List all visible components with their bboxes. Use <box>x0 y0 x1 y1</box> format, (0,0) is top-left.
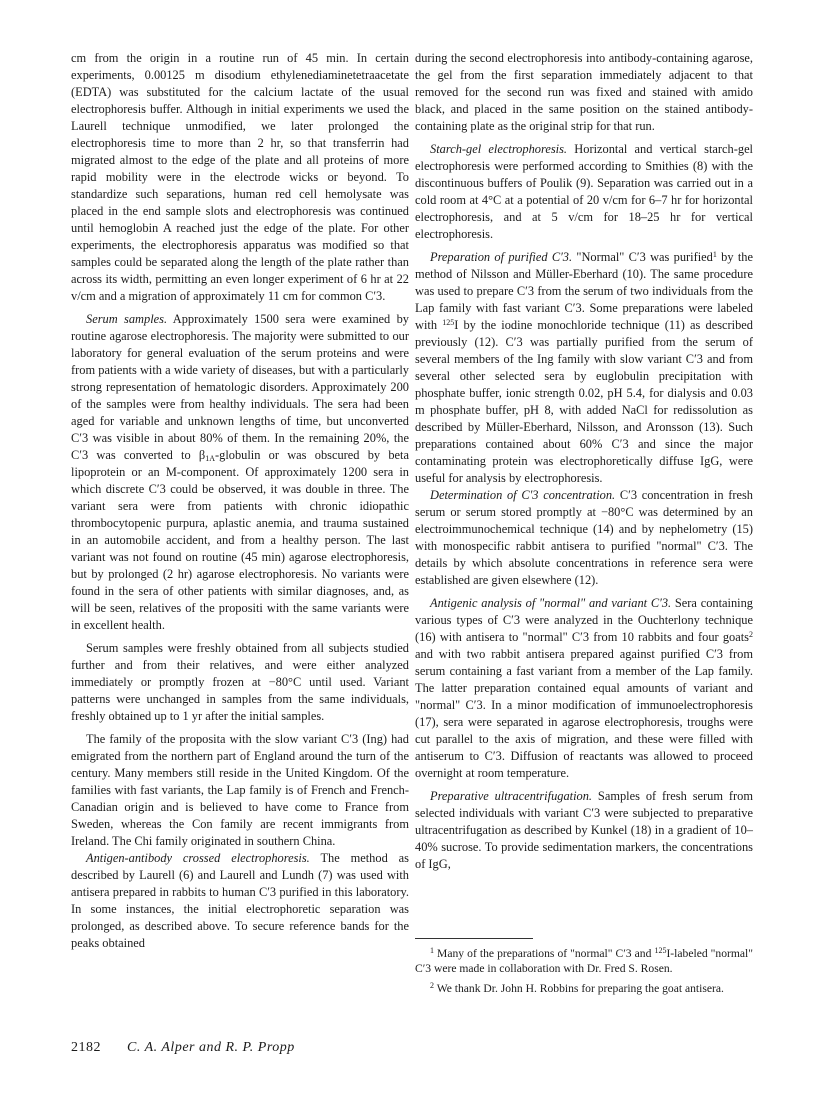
paragraph-c3-concentration: Determination of C′3 concentration. C′3 concentration in fresh serum or serum stored promptly at −80°C was determined by an electroimmunochemical technique (14) and by nephelometry (15) with monospecific rabbit antisera to purified "normal" C′3. The details by which absolute concentrations in reference sera were established are given elsewhere (12). <box>415 488 753 587</box>
section-heading-purified-c3: Preparation of purified C′3. <box>430 250 573 264</box>
right-column <box>415 50 753 873</box>
paragraph-family-origins: The family of the proposita with the slow variant C′3 (Ing) had emigrated from the northern part of England around the turn of the century. Many members still reside in the United Kingdom. Of the families with fast variants, the Lap family is of French and French-Canadian origin and is believed to have come to France from Sweden, whereas the Con family are recent immigrants from Ireland. The Chi family originated in southern China. <box>71 732 409 848</box>
page-number: 2182 <box>71 1040 101 1055</box>
paragraph-fresh-samples: Serum samples were freshly obtained from all subjects studied further and from their relatives, and were either analyzed immediately or promptly frozen at −80°C until used. Variant patterns were unchanged in samples from the same individuals, freshly obtained up to 1 yr after the initial samples. <box>71 641 409 723</box>
section-heading-ultracentrifugation: Preparative ultracentrifugation. <box>430 789 593 803</box>
left-column <box>71 50 409 952</box>
paragraph-crossed-continued: during the second electrophoresis into antibody-containing agarose, the gel from the first separation immediately adjacent to that removed for the second run was fixed and stained with amido black, and placed in the same position on the stained antibody-containing plate as the original strip for that run. <box>415 51 753 133</box>
footnotes <box>415 946 753 1001</box>
page-footer <box>71 1040 295 1056</box>
section-heading-starch-gel: Starch-gel electrophoresis. <box>430 142 568 156</box>
paragraph-crossed-electrophoresis: Antigen-antibody crossed electrophoresis. The method as described by Laurell (6) and Laurell and Lundh (7) was used with antisera prepared in rabbits to human C′3 purified in this laboratory. In some instances, the initial electrophoretic separation was prolonged, as described above. To secure reference bands for the peaks obtained <box>71 851 409 950</box>
section-heading-c3-concentration: Determination of C′3 concentration. <box>430 488 616 502</box>
section-heading-antigenic-analysis: Antigenic analysis of "normal" and variant C′3. <box>430 596 672 610</box>
footnote-2: $^2$ We thank Dr. John H. Robbins for preparing the goat antisera. <box>430 981 724 995</box>
running-authors: C. A. Alper and R. P. Propp <box>127 1040 295 1055</box>
paragraph-ultracentrifugation: Preparative ultracentrifugation. Samples of fresh serum from selected individuals with variant C′3 were subjected to preparative ultracentrifugation as described by Kunkel (18) in a gradient of 10–40% sucrose. To provide sedimentation markers, the concentrations of IgG, <box>415 789 753 871</box>
paragraph-serum-samples: Serum samples. Approximately 1500 sera were examined by routine agarose electrophoresis. The majority were submitted to our laboratory for general evaluation of the serum proteins and were from patients with a wide variety of diseases, but with a particularly strong representation of hematologic disorders. Approximately 200 of the samples were from healthy individuals. The sera had been aged for variable and unknown lengths of time, but unconverted C′3 was visible in about 80% of them. In the remaining 20%, the C′3 was converted to $\beta_{1A}$-globulin or was obscured by beta lipoprotein or an M-component. Of approximately 1200 sera in which discrete C′3 could be observed, it was double in three. The variant sera were from patients with chronic idiopathic thrombocytopenic purpura, aplastic anemia, and trauma sustained in an automobile accident, and from a healthy person. The last variant was not found on routine (45 min) agarose electrophoresis, but by prolonged (2 hr) agarose electrophoresis. No variants were found in the sera of other patients with similar diagnoses, and, as will be seen, relatives of the propositi with the same variants were in excellent health. <box>71 312 409 632</box>
paragraph-starch-gel: Starch-gel electrophoresis. Horizontal and vertical starch-gel electrophoresis were performed according to Smithies (8) with the discontinuous buffers of Poulik (9). Separation was carried out in a cold room at 4°C at a potential of 20 v/cm for 6–7 hr for horizontal electrophoresis, and at 5 v/cm for 18–25 hr for vertical electrophoresis. <box>415 142 754 241</box>
paragraph-antigenic-analysis: Antigenic analysis of "normal" and variant C′3. Sera containing various types of C′3 were analyzed in the Ouchterlony technique (16) with antisera to "normal" C′3 from 10 rabbits and four goats$^2$ and with two rabbit antisera prepared against purified C′3 from serum containing a fast variant from a member of the Lap family. The latter preparation contained equal amounts of variant and "normal" C′3. In a minor modification of immunoelectrophoresis (17), sera were separated in agarose electrophoresis, troughs were cut parallel to the axis of migration, and these were filled with antiserum to C′3. Diffusion of reactants was allowed to proceed overnight at room temperature. <box>415 596 753 780</box>
footnote-ref-2: 2 <box>749 630 753 639</box>
section-heading-crossed-electrophoresis: Antigen-antibody crossed electrophoresis. <box>86 851 310 865</box>
footnote-divider <box>415 938 533 939</box>
footnote-ref-1: 1 <box>712 250 717 259</box>
section-heading-serum-samples: Serum samples. <box>86 312 168 326</box>
footnote-1: $^1$ Many of the preparations of "normal" C′3 and $^{125}$I-labeled "normal" C′3 were made in collaboration with Dr. Fred S. Rosen. <box>415 946 753 975</box>
paragraph-electrophoresis-continued: cm from the origin in a routine run of 45 min. In certain experiments, 0.00125 m disodium ethylenediaminetetraacetate (EDTA) was substituted for the calcium lactate of the usual electrophoresis buffer. Although in initial experiments we used the Laurell technique unmodified, we later prolonged the electrophoresis time to more than 2 hr, so that transferrin had migrated almost to the edge of the plate and all proteins of more rapid mobility were in the electrode wicks or beyond. To standardize such separations, human red cell hemolysate was placed in the end sample slots and electrophoresis was continued until hemoglobin A reached just the edge of the plate. For other experiments, the electrophoresis apparatus was modified so that samples could be separated along the length of the plate rather than across its width, permitting an even longer experiment of 6 hr at 22 v/cm and a migration of approximately 11 cm for common C′3. <box>71 51 409 303</box>
paragraph-purified-c3: Preparation of purified C′3. "Normal" C′3 was purified$^1$ by the method of Nilsson and Müller-Eberhard (10). The same procedure was used to prepare C′3 from the serum of two individuals from the Lap family with fast variant C′3. Some preparations were labeled with $^{125}$I by the iodine monochloride technique (11) as described previously (12). C′3 was partially purified from the serum of several members of the Ing family with slow variant C′3 and from several other selected sera by euglobulin precipitation with phosphate buffer, ionic strength 0.02, pH 5.4, for dialysis and 0.03 m phosphate buffer, pH 8, with added NaCl for redissolution as described by Müller-Eberhard, Nilsson, and Aronsson (13). Such preparations contained about 60% C′3 and since the major contaminating protein was electrophoretically diffuse IgG, were useful for analysis by electrophoresis. <box>415 250 753 485</box>
